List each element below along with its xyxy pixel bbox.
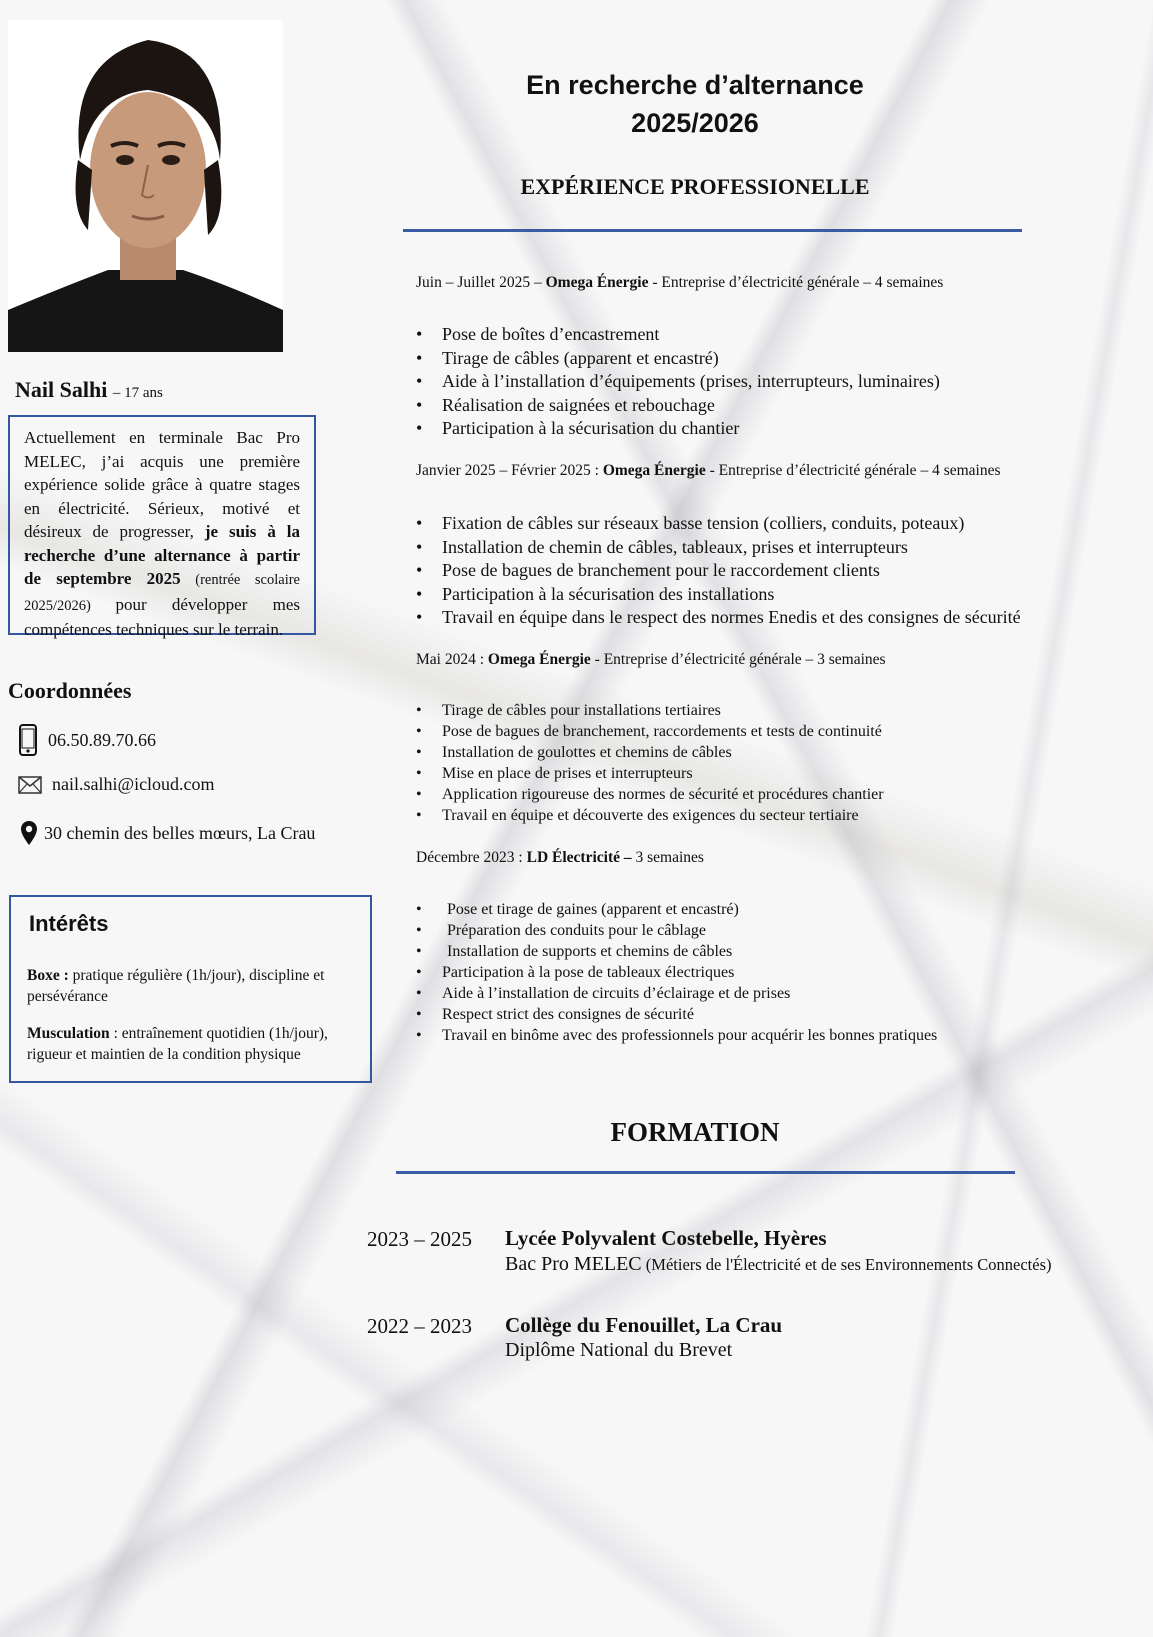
summary-note: (rentrée scolaire 2025/2026) (24, 572, 300, 614)
list-item: • Participation à la sécurisation des installations (416, 583, 1021, 607)
education-degree (505, 1253, 1052, 1276)
list-item: • Aide à l’installation d’équipements (prises, interrupteurs, luminaires) (416, 370, 940, 394)
phone-icon (18, 724, 38, 756)
experience-title: EXPÉRIENCE PROFESSIONELLE (520, 174, 870, 199)
list-item: • Participation à la pose de tableaux électriques (416, 962, 937, 983)
contact-title: Coordonnées (8, 678, 132, 703)
contact-email (18, 774, 215, 795)
list-item: • Pose de boîtes d’encastrement (416, 323, 940, 347)
job-header (416, 462, 1001, 480)
job-company: Omega Énergie (487, 651, 591, 668)
job-period: Mai 2024 : (416, 651, 488, 668)
phone-number: 06.50.89.70.66 (48, 729, 156, 750)
list-item: • Travail en équipe dans le respect des normes Enedis et des consignes de sécurité (416, 606, 1021, 630)
list-item: • Installation de chemin de câbles, tableaux, prises et interrupteurs (416, 536, 1021, 560)
list-item: • Travail en binôme avec des professionnels pour acquérir les bonnes pratiques (416, 1025, 937, 1046)
job-header (416, 274, 943, 292)
education-title: FORMATION (610, 1117, 780, 1147)
job-header (416, 651, 886, 669)
job-company: Omega Énergie (602, 462, 706, 479)
headline-line2: 2025/2026 (631, 108, 759, 138)
candidate-name: Nail Salhi (15, 377, 108, 402)
education-divider (396, 1171, 1015, 1174)
interest-label: Boxe : (27, 967, 69, 984)
list-item: • Tirage de câbles pour installations tertiaires (416, 700, 884, 721)
list-item: • Participation à la sécurisation du chantier (416, 417, 940, 441)
postal-address: 30 chemin des belles mœurs, La Crau (44, 822, 316, 843)
job-details: - Entreprise d’électricité générale – 3 semaines (590, 651, 886, 668)
interests-box (9, 895, 372, 1083)
list-item: • Pose et tirage de gaines (apparent et encastré) (416, 899, 937, 920)
summary-text-end: pour développer mes compétences techniques sur le terrain. (24, 594, 300, 639)
job-period: Décembre 2023 : (416, 849, 527, 866)
list-item: • Travail en équipe et découverte des exigences du secteur tertiaire (416, 805, 884, 826)
degree-name: Bac Pro MELEC (505, 1253, 642, 1275)
list-item: • Tirage de câbles (apparent et encastré) (416, 347, 940, 371)
job-company: LD Électricité – (526, 849, 632, 866)
job-task-list (416, 899, 937, 1046)
list-item: • Mise en place de prises et interrupteurs (416, 763, 884, 784)
list-item: • Pose de bagues de branchement pour le raccordement clients (416, 559, 1021, 583)
job-task-list (416, 512, 1021, 630)
headline (400, 66, 990, 142)
list-item: • Application rigoureuse des normes de sécurité et procédures chantier (416, 784, 884, 805)
degree-name: Diplôme National du Brevet (505, 1339, 733, 1361)
education-degree (505, 1339, 732, 1362)
experience-divider (403, 229, 1022, 232)
interest-text: : entraînement quotidien (1h/jour), rigueur et maintien de la condition physique (27, 1025, 328, 1063)
education-years: 2022 – 2023 (367, 1314, 472, 1338)
education-years: 2023 – 2025 (367, 1227, 472, 1251)
job-task-list (416, 700, 884, 826)
list-item: • Respect strict des consignes de sécurité (416, 1004, 937, 1025)
interest-label: Musculation (27, 1025, 110, 1042)
summary-text: Actuellement en terminale Bac Pro MELEC, j’ai acquis une première expérience solide grâce à quatre stages en électricité. Sérieux, motivé et désireux de progresser, (24, 428, 300, 541)
interest-text: pratique régulière (1h/jour), discipline et persévérance (27, 967, 325, 1005)
candidate-age: – 17 ans (112, 385, 163, 401)
interest-item-boxing (27, 965, 372, 1007)
list-item: • Préparation des conduits pour le câblage (416, 920, 937, 941)
list-item: • Pose de bagues de branchement, raccordements et tests de continuité (416, 721, 884, 742)
summary-highlight: je suis à la recherche d’une alternance à partir de septembre 2025 (24, 522, 301, 588)
email-address: nail.salhi@icloud.com (52, 774, 215, 794)
list-item: • Fixation de câbles sur réseaux basse tension (colliers, conduits, poteaux) (416, 512, 1021, 536)
name-line (15, 377, 163, 403)
list-item: • Installation de goulottes et chemins de câbles (416, 742, 884, 763)
profile-summary-box (8, 415, 316, 639)
job-details: - Entreprise d’électricité générale – 4 semaines (648, 274, 944, 291)
job-details: 3 semaines (631, 849, 704, 866)
education-school: Lycée Polyvalent Costebelle, Hyères (505, 1226, 827, 1250)
location-pin-icon (20, 820, 38, 846)
job-company: Omega Énergie (545, 274, 649, 291)
interest-item-musculation (27, 1023, 372, 1065)
mail-icon (18, 775, 42, 795)
list-item: • Installation de supports et chemins de câbles (416, 941, 937, 962)
job-task-list (416, 323, 940, 441)
list-item: • Aide à l’installation de circuits d’éclairage et de prises (416, 983, 937, 1004)
education-school: Collège du Fenouillet, La Crau (505, 1313, 783, 1337)
contact-phone (18, 724, 156, 756)
job-header (416, 849, 704, 867)
list-item: • Réalisation de saignées et rebouchage (416, 394, 940, 418)
job-period: Juin – Juillet 2025 – (416, 274, 546, 291)
contact-address (20, 820, 315, 846)
interests-title: Intérêts (29, 911, 109, 936)
profile-photo (8, 20, 283, 352)
job-details: - Entreprise d’électricité générale – 4 semaines (705, 462, 1001, 479)
headline-line1: En recherche d’alternance (526, 70, 864, 100)
job-period: Janvier 2025 – Février 2025 : (416, 462, 603, 479)
degree-detail: (Métiers de l'Électricité et de ses Environnements Connectés) (641, 1255, 1052, 1274)
